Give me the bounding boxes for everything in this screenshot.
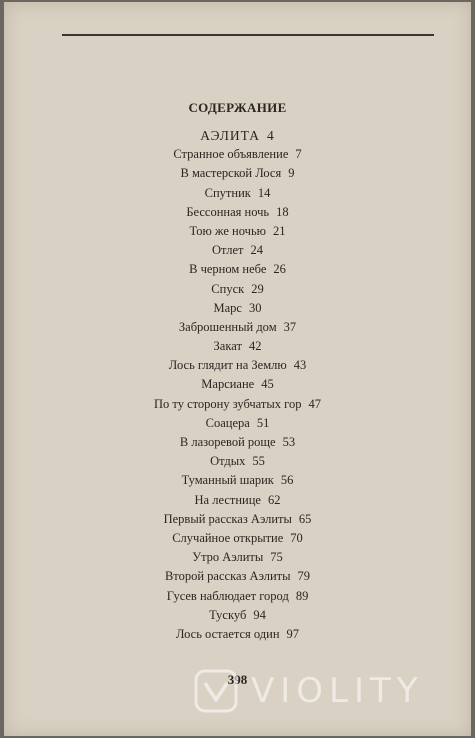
toc-entry-title: Бессонная ночь: [186, 204, 270, 219]
page-title: СОДЕРЖАНИЕ: [188, 100, 287, 115]
toc-entry-page: 94: [253, 607, 266, 622]
toc-entry-title: Марсиане: [201, 377, 255, 392]
toc-entry-page: 47: [308, 396, 321, 411]
toc-entry-title: Первый рассказ Аэлиты: [163, 511, 292, 526]
toc-entry-page: 24: [250, 243, 263, 258]
toc-entry-title: Заброшенный дом: [178, 319, 277, 334]
toc-entry: [0, 318, 475, 337]
toc-entry-title: В лазоревой роще: [179, 435, 276, 449]
toc-entry: [0, 395, 475, 414]
toc-entry-title: Случайное открытие: [172, 530, 284, 545]
toc-entry: [0, 452, 475, 471]
toc-entry: [0, 280, 475, 299]
toc-entry: [0, 184, 475, 203]
toc-entry: [0, 222, 475, 241]
toc-entry-title: АЭЛИТА: [200, 128, 260, 143]
toc-entry: [0, 241, 475, 260]
toc-entry: [0, 471, 475, 490]
toc-entry-title: Отдых: [210, 454, 246, 469]
toc-entry: [0, 356, 475, 375]
toc-entry-page: 9: [288, 166, 295, 181]
watermark-text: VIOLITY: [251, 671, 424, 711]
watermark: [193, 668, 424, 714]
toc-entry: [0, 606, 475, 625]
toc-entry: [0, 510, 475, 529]
toc-entry-page: 43: [293, 358, 307, 373]
toc-entry: [0, 260, 475, 279]
toc-entry: [0, 164, 475, 183]
toc-entry-title: Утро Аэлиты: [192, 550, 264, 565]
toc-entry-page: 21: [273, 223, 286, 238]
toc-entry-title: Тускуб: [209, 607, 247, 622]
page-number: 398: [227, 672, 248, 687]
toc-entry: [0, 145, 475, 164]
toc-entry-title: Гусев наблюдает город: [166, 588, 289, 603]
toc-entry: [0, 337, 475, 356]
toc-entry: [0, 625, 475, 644]
toc-entry-title: Соацера: [205, 415, 250, 430]
toc-entry-page: 79: [297, 569, 311, 584]
toc-entry: [0, 587, 475, 606]
toc-entry: [0, 299, 475, 318]
table-of-contents: [0, 126, 475, 644]
toc-entry-page: 7: [295, 147, 302, 162]
toc-entry-page: 70: [290, 530, 303, 545]
toc-part-heading: [0, 126, 475, 145]
toc-entry-title: Марс: [213, 300, 242, 315]
toc-entry: [0, 203, 475, 222]
toc-entry-page: 75: [270, 550, 283, 565]
toc-entry-title: Спутник: [204, 185, 251, 200]
toc-entry-page: 55: [252, 454, 265, 469]
toc-entry-title: Второй рассказ Аэлиты: [164, 569, 291, 584]
toc-entry-title: Отлет: [212, 243, 244, 258]
top-rule: [62, 34, 434, 36]
toc-entry-page: 65: [298, 511, 312, 526]
toc-entry-page: 51: [256, 415, 270, 430]
toc-entry-title: По ту сторону зубчатых гор: [154, 396, 302, 411]
toc-entry: [0, 433, 475, 452]
toc-entry-title: Спуск: [211, 281, 245, 296]
toc-entry-page: 26: [273, 262, 286, 277]
toc-entry-page: 97: [286, 626, 300, 641]
toc-entry: [0, 491, 475, 510]
toc-entry-page: 4: [266, 128, 275, 143]
toc-entry: [0, 414, 475, 433]
toc-entry-title: На лестнице: [194, 492, 261, 507]
violity-logo-icon: [193, 668, 239, 714]
toc-entry-title: Лось остается один: [175, 626, 280, 641]
toc-entry: [0, 548, 475, 567]
toc-entry-page: 37: [283, 319, 297, 334]
toc-entry-title: В мастерской Лося: [180, 166, 282, 181]
toc-entry-page: 53: [282, 435, 296, 449]
toc-entry-page: 18: [276, 204, 289, 219]
toc-entry-page: 30: [248, 300, 262, 315]
toc-entry-title: В черном небе: [189, 262, 267, 277]
toc-entry-page: 29: [251, 281, 264, 296]
toc-entry: [0, 529, 475, 548]
toc-entry: [0, 375, 475, 394]
toc-entry-title: Закат: [213, 339, 242, 354]
toc-entry-page: 14: [257, 185, 271, 200]
toc-entry-title: Странное объявление: [173, 147, 289, 162]
toc-entry-page: 89: [295, 588, 309, 603]
toc-entry-page: 62: [267, 492, 281, 507]
toc-entry-page: 45: [261, 377, 274, 392]
toc-entry-title: Тою же ночью: [189, 223, 266, 238]
toc-entry-title: Туманный шарик: [181, 473, 274, 488]
toc-entry-title: Лось глядит на Землю: [168, 358, 287, 373]
toc-entry: [0, 567, 475, 586]
toc-entry-page: 42: [248, 339, 262, 354]
toc-entry-page: 56: [280, 473, 294, 488]
